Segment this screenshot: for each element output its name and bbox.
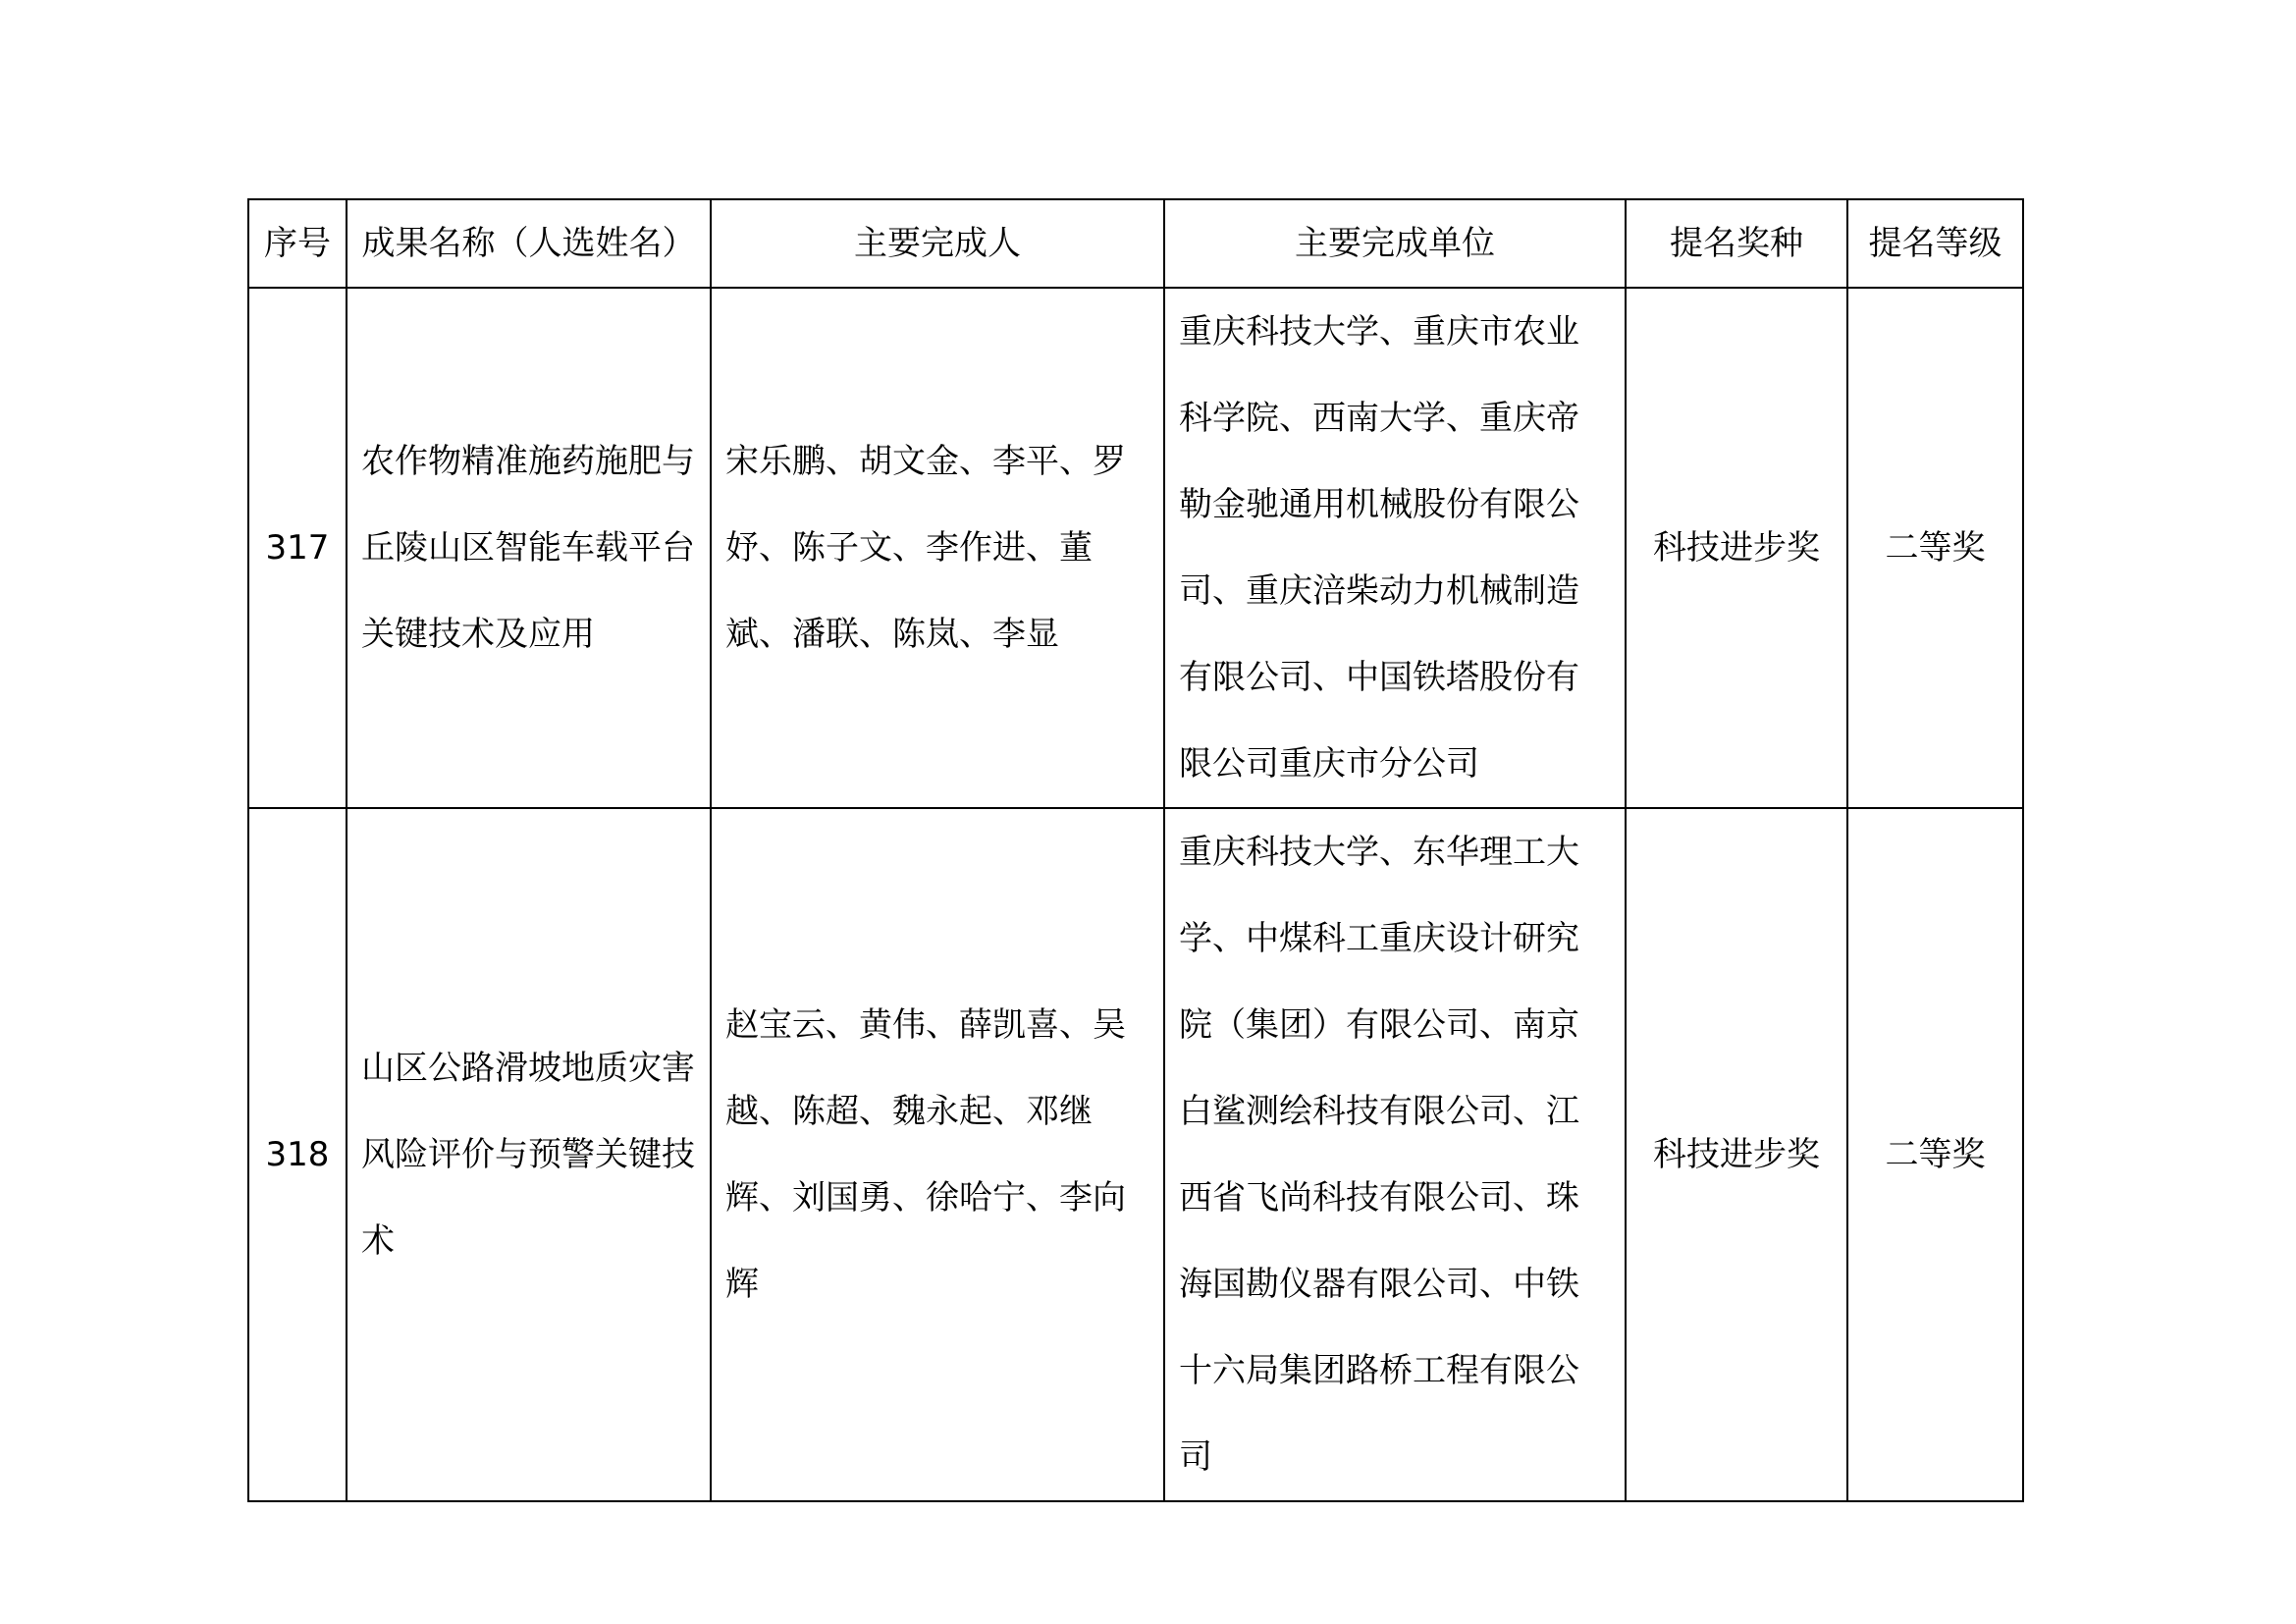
table-row [248,808,2023,1501]
cell-main-contributors: 宋乐鹏、胡文金、李平、罗妤、陈子文、李作进、董斌、潘联、陈岚、李显 [711,288,1164,808]
awards-table [247,198,2024,1502]
cell-award-level: 二等奖 [1847,808,2023,1501]
cell-main-units: 重庆科技大学、重庆市农业科学院、西南大学、重庆帝勒金驰通用机械股份有限公司、重庆涪柴动力机械制造有限公司、中国铁塔股份有限公司重庆市分公司 [1164,288,1626,808]
cell-achievement-name: 山区公路滑坡地质灾害风险评价与预警关键技术 [347,808,711,1501]
header-achievement-name: 成果名称（人选姓名） [347,199,711,288]
header-main-contributors: 主要完成人 [711,199,1164,288]
cell-main-units: 重庆科技大学、东华理工大学、中煤科工重庆设计研究院（集团）有限公司、南京白鲨测绘科技有限公司、江西省飞尚科技有限公司、珠海国勘仪器有限公司、中铁十六局集团路桥工程有限公司 [1164,808,1626,1501]
cell-award-type: 科技进步奖 [1626,288,1847,808]
header-award-type: 提名奖种 [1626,199,1847,288]
header-main-units: 主要完成单位 [1164,199,1626,288]
table-row [248,288,2023,808]
cell-main-contributors: 赵宝云、黄伟、薛凯喜、吴越、陈超、魏永起、邓继辉、刘国勇、徐哈宁、李向辉 [711,808,1164,1501]
table-header-row [248,199,2023,288]
header-serial-number: 序号 [248,199,347,288]
header-award-level: 提名等级 [1847,199,2023,288]
cell-serial-number: 318 [248,808,347,1501]
cell-award-type: 科技进步奖 [1626,808,1847,1501]
cell-award-level: 二等奖 [1847,288,2023,808]
cell-achievement-name: 农作物精准施药施肥与丘陵山区智能车载平台关键技术及应用 [347,288,711,808]
cell-serial-number: 317 [248,288,347,808]
